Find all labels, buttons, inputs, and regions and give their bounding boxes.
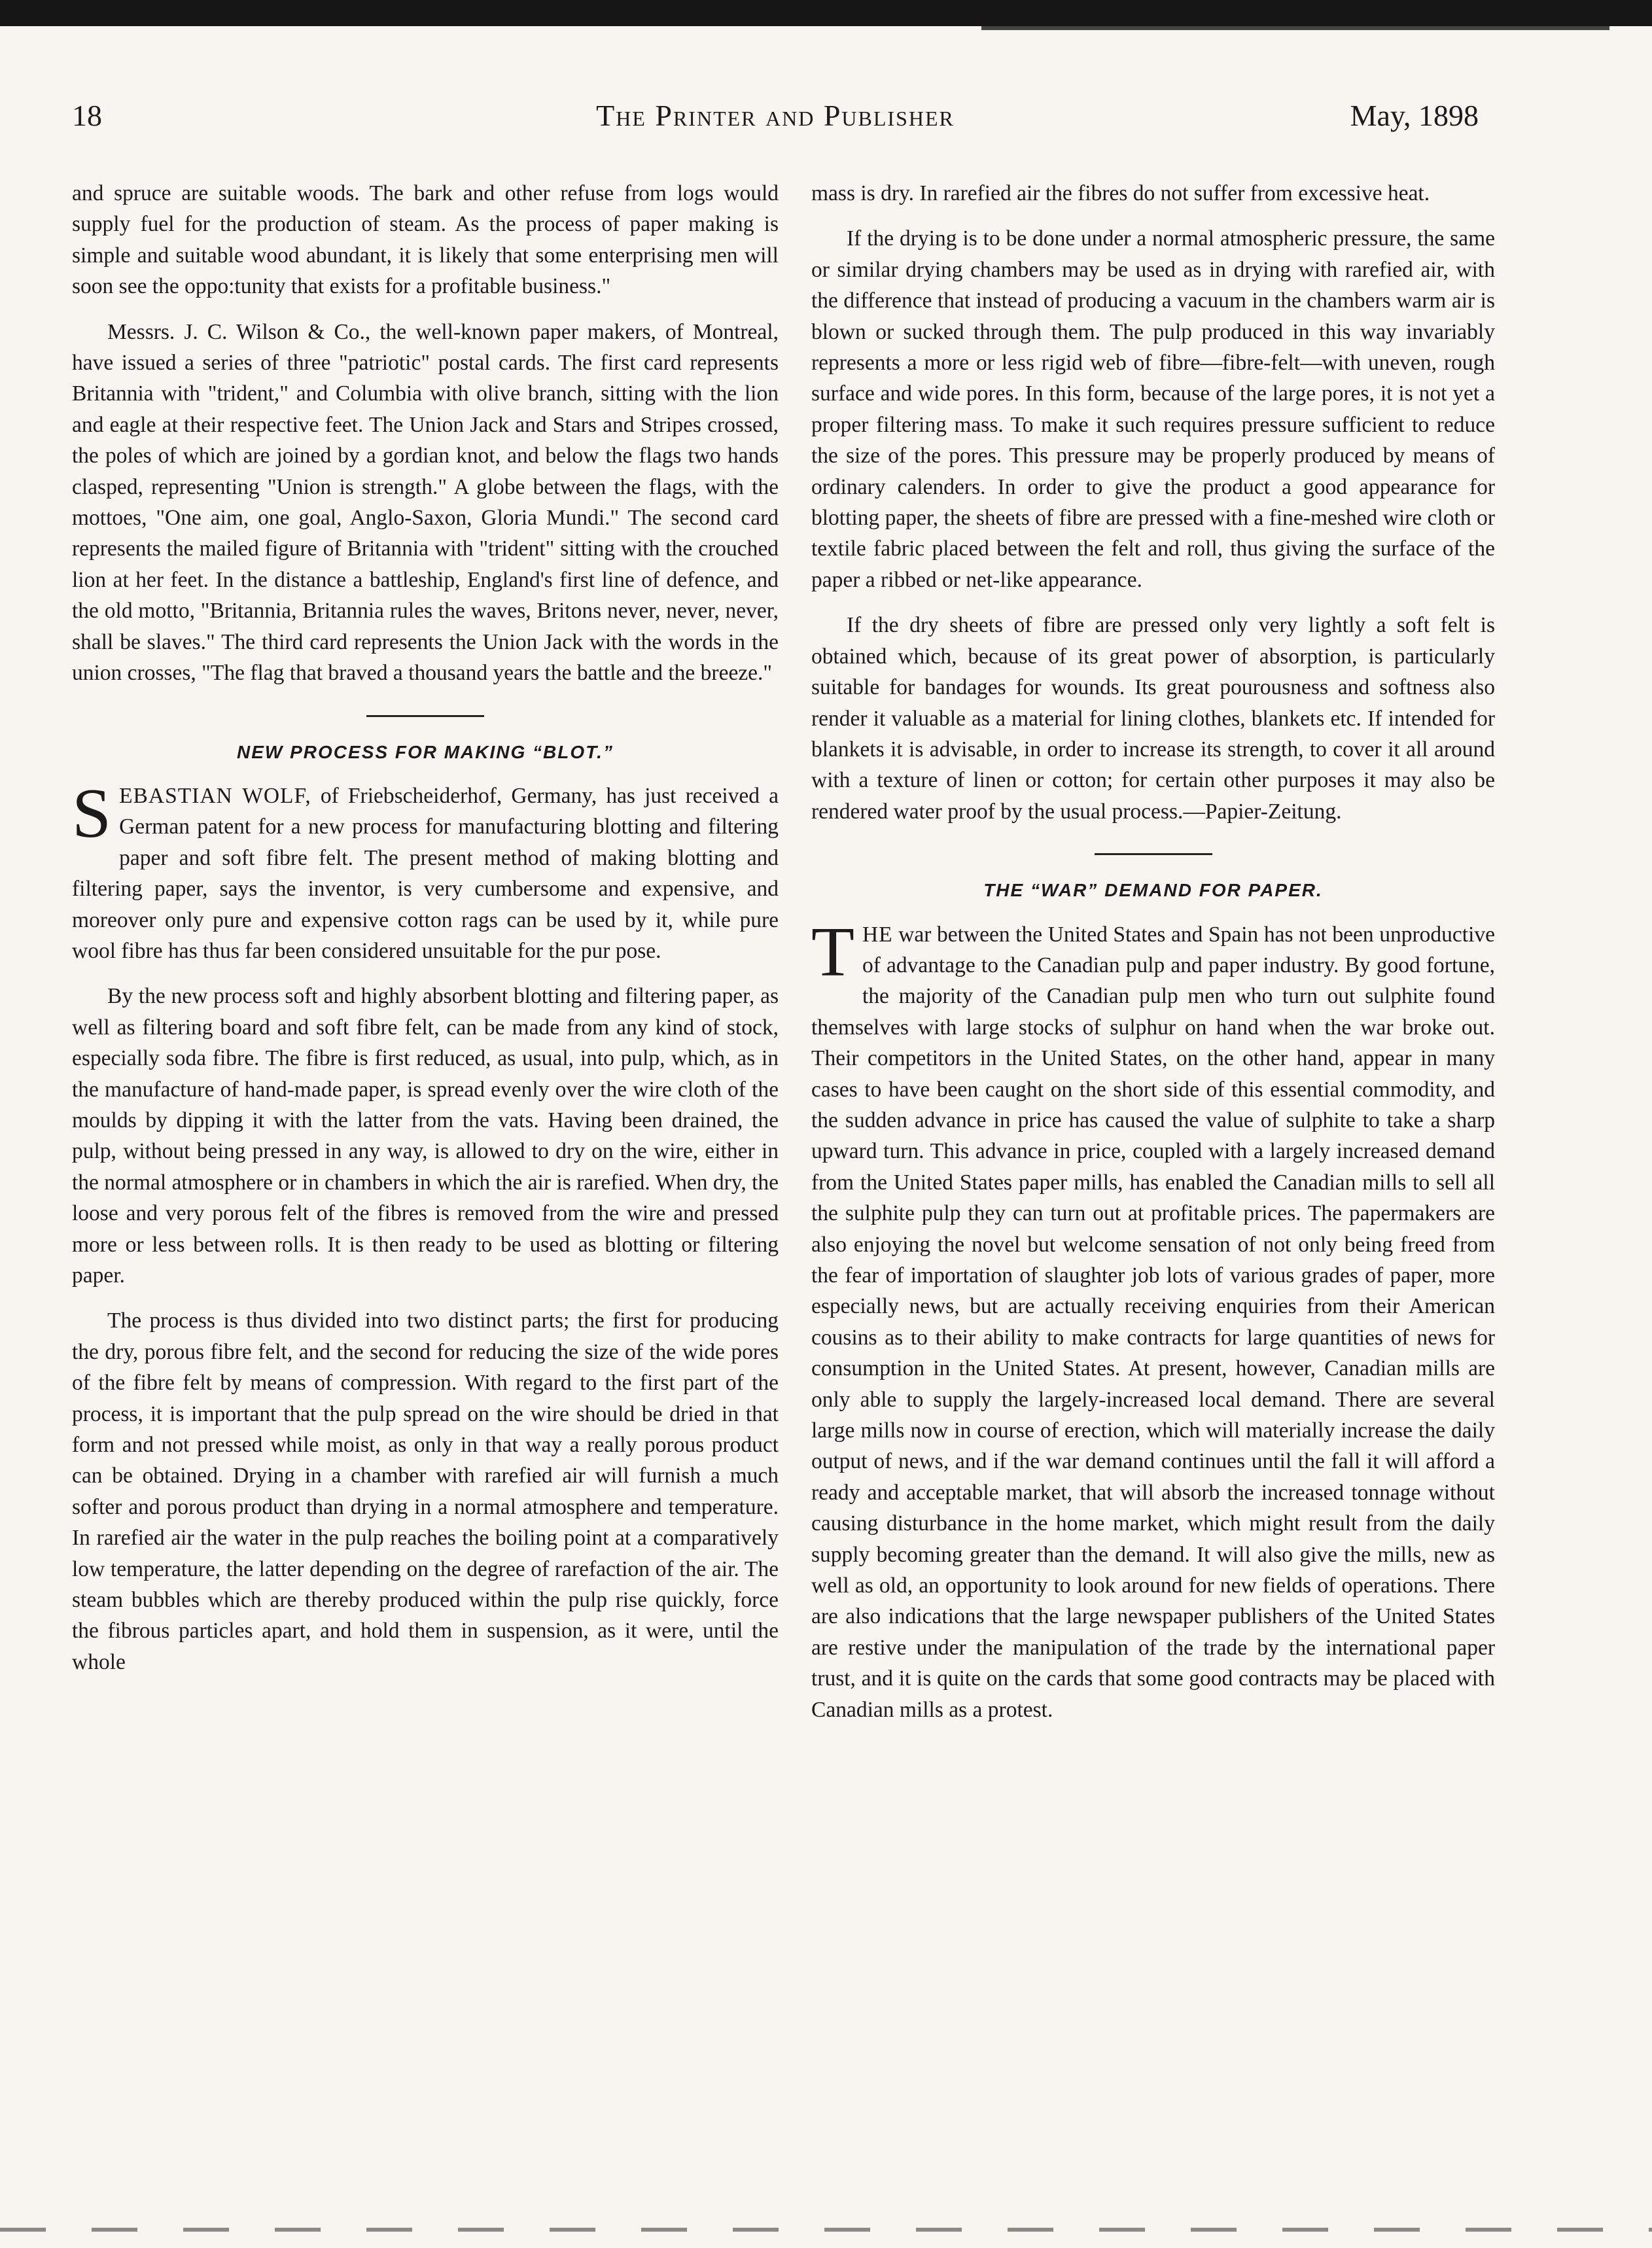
page-header: [72, 98, 1479, 144]
drop-cap: S: [72, 774, 112, 852]
article-heading: THE “WAR” DEMAND FOR PAPER.: [983, 880, 1323, 901]
issue-date: May, 1898: [1350, 99, 1479, 132]
scan-top-edge-thin: [981, 26, 1609, 30]
article-lead-paragraph: [72, 774, 779, 966]
publication-title: The Printer and Publisher: [596, 99, 955, 132]
paragraph: mass is dry. In rarefied air the fibres do not suffer from excessive heat.: [811, 181, 1430, 205]
section-divider: [366, 715, 484, 717]
right-column: [811, 178, 1495, 2141]
scan-top-edge: [0, 0, 1652, 26]
paragraph: and spruce are suitable woods. The bark and other refuse from logs would supply fuel for the production of steam. As the process of paper making is simple and suitable wood abundant, it is likely that some enterprising men will soon see the oppo:tunity that exists for a profitable business.": [72, 181, 779, 299]
scan-bottom-edge: [0, 2228, 1652, 2232]
section-divider: [1095, 853, 1212, 855]
article-lead-paragraph: [811, 913, 1495, 1726]
paragraph: By the new process soft and highly absorbent blotting and filtering paper, as well as filtering board and soft fibre felt, can be made from any kind of stock, especially soda fibre. The fibre is first reduced, as usual, into pulp, which, as in the manufacture of hand-made paper, is spread evenly over the wire cloth of the moulds by dipping it with the latter from the vats. Having been drained, the pulp, without being pressed in any way, is allowed to dry on the wire, either in the normal atmosphere or in chambers in which the air is rarefied. When dry, the loose and very porous felt of the fibres is removed from the wire and pressed more or less between rolls. It is then ready to be used as blotting or filtering paper.: [72, 984, 779, 1288]
lead-words: EBASTIAN WOLF,: [119, 783, 311, 808]
lead-words: HE: [862, 922, 893, 947]
paragraph: The process is thus divided into two distinct parts; the first for producing the dry, porous fibre felt, and the second for reducing the size of the wide pores of the fibre felt by means of compression. With regard to the first part of the process, it is important that the pulp spread on the wire should be dried in that form and not pressed while moist, as only in that way a really porous product can be obtained. Drying in a chamber with rarefied air will furnish a much softer and porous product than drying in a normal atmosphere and temperature. In rarefied air the water in the pulp reaches the boiling point at a comparatively low temperature, the latter depending on the degree of rarefaction of the air. The steam bubbles which are thereby produced within the pulp rise quickly, force the fibrous particles apart, and hold them in suspension, as it were, until the whole: [72, 1308, 779, 1674]
paragraph: If the drying is to be done under a normal atmospheric pressure, the same or similar drying chambers may be used as in drying with rarefied air, with the difference that instead of producing a vacuum in the chambers warm air is blown or sucked through them. The pulp produced in this way invariably represents a more or less rigid web of fibre—fibre-felt—with uneven, rough surface and wide pores. In this form, because of the large pores, it is not yet a proper filtering mass. To make it such requires pressure sufficient to reduce the size of the pores. This pressure may be properly produced by means of ordinary calenders. In order to give the product a good appearance for blotting paper, the sheets of fibre are pressed with a fine-meshed wire cloth or textile fabric placed between the felt and roll, thus giving the surface of the paper a ribbed or net-like appearance.: [811, 226, 1495, 592]
paragraph-text: of Friebscheiderhof, Germany, has just received a German patent for a new process for manufacturing blotting and filtering paper and soft fibre felt. The present method of making blotting and filtering paper, says the inventor, is very cumbersome and expensive, and moreover only pure and expensive cotton rags can be used by it, while pure wool fibre has thus far been considered unsuitable for the pur pose.: [72, 783, 779, 963]
paragraph: Messrs. J. C. Wilson & Co., the well-known paper makers, of Montreal, have issued a series of three "patriotic" postal cards. The first card represents Britannia with "trident," and Columbia with olive branch, sitting with the lion and eagle at their respective feet. The Union Jack and Stars and Stripes crossed, the poles of which are joined by a gordian knot, and below the flags two hands clasped, representing "Union is strength." A globe between the flags, with the mottoes, "One aim, one goal, Anglo-Saxon, Gloria Mundi." The second card represents the mailed figure of Britannia with "trident" sitting with the crouched lion at her feet. In the distance a battleship, England's first line of defence, and the old motto, "Britannia, Britannia rules the waves, Britons never, never, never, shall be slaves." The third card represents the Union Jack with the words in the union crosses, "The flag that braved a thousand years the battle and the breeze.": [72, 319, 779, 686]
article-heading: NEW PROCESS FOR MAKING “BLOT.”: [237, 741, 614, 762]
paragraph: If the dry sheets of fibre are pressed only very lightly a soft felt is obtained which, because of its great power of absorption, is particularly suitable for bandages for wounds. Its great pourousness and softness also render it valuable as a material for lining clothes, blankets etc. If intended for blankets it is advisable, in order to increase its strength, to cover it all around with a texture of linen or cotton; for certain other purposes it may also be rendered water proof by the usual process.—Papier-Zeitung.: [811, 613, 1495, 824]
left-column: [72, 178, 779, 2141]
drop-cap: T: [811, 913, 854, 991]
paragraph-text: war between the United States and Spain has not been unproductive of advantage to the Canadian pulp and paper industry. By good fortune, the majority of the Canadian pulp men who turn out sulphite found themselves with large stocks of sulphur on hand when the war broke out. Their competitors in the United States, on the other hand, appear in many cases to have been caught on the short side of this essential commodity, and the sudden advance in price has caused the value of sulphite to take a sharp upward turn. This advance in price, coupled with a largely increased demand from the United States paper mills, has enabled the Canadian mills to sell all the sulphite pulp they can turn out at profitable prices. The papermakers are also enjoying the novel but welcome sensation of not only being freed from the fear of importation of slaughter job lots of various grades of paper, more especially news, but are actually receiving enquiries from their American cousins as to their ability to make contracts for large quantities of news for consumption in the United States. At present, however, Canadian mills are only able to supply the largely-increased local demand. There are several large mills now in course of erection, which will materially increase the daily output of news, and if the war demand continues until the fall it will afford a ready and acceptable market, that will absorb the increased tonnage without causing disturbance in the home market, which might result from the daily supply becoming greater than the demand. It will also give the mills, new as well as old, an opportunity to look around for new fields of operations. There are also indications that the large newspaper publishers of the United States are restive under the manipulation of the trade by the international paper trust, and it is quite on the cards that some good contracts may be placed with Canadian mills as a protest.: [811, 922, 1495, 1722]
page-number: 18: [72, 99, 102, 132]
